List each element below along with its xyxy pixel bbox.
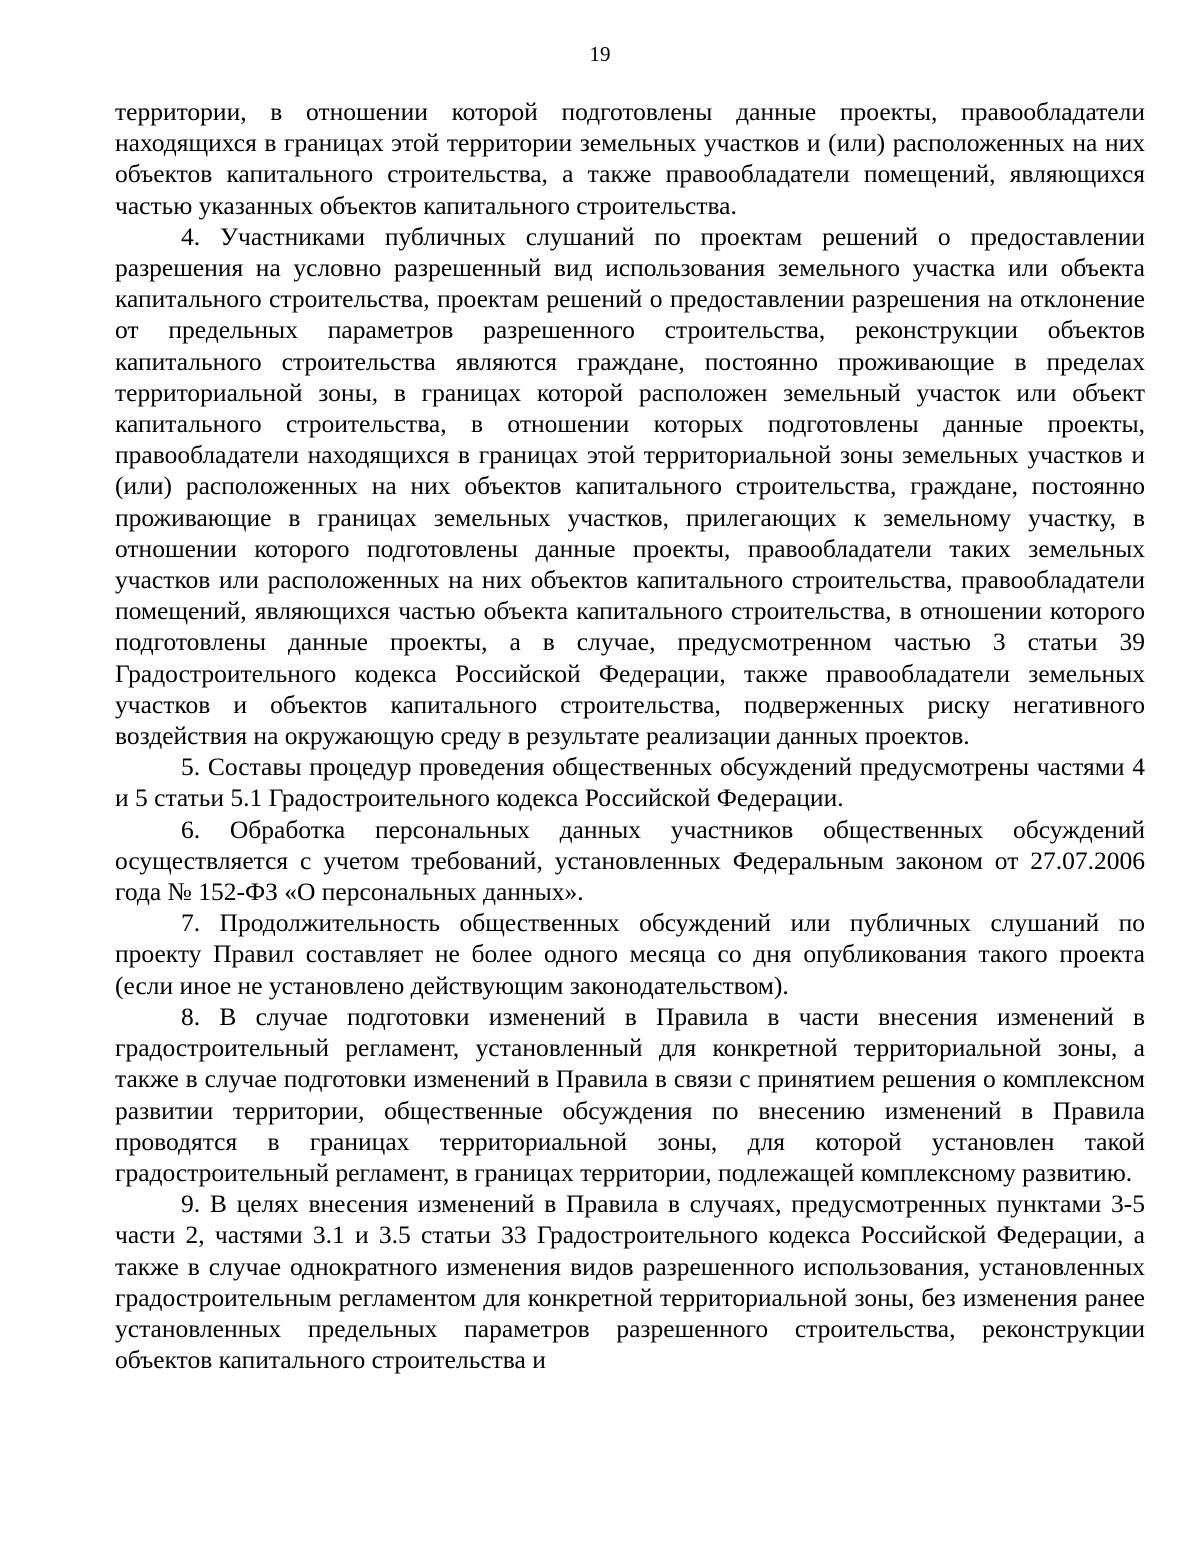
paragraph-item-4: 4. Участниками публичных слушаний по проектам решений о предоставлении разрешения на условно разрешенный вид использования земельного участка или объекта капитального строительства, проектам решений о предоставлении разрешения на отклонение от предельных параметров разрешенного строительства, реконструкции объектов капитального строительства являются граждане, постоянно проживающие в пределах территориальной зоны, в границах которой расположен земельный участок или объект капитального строительства, в отношении которых подготовлены данные проекты, правообладатели находящихся в границах этой территориальной зоны земельных участков и (или) расположенных на них объектов капитального строительства, граждане, постоянно проживающие в границах земельных участков, прилегающих к земельному участку, в отношении которого подготовлены данные проекты, правообладатели таких земельных участков или расположенных на них объектов капитального строительства, правообладатели помещений, являющихся частью объекта капитального строительства, в отношении которого подготовлены данные проекты, а в случае, предусмотренном частью 3 статьи 39 Градостроительного кодекса Российской Федерации, также правообладатели земельных участков и объектов капитального строительства, подверженных риску негативного воздействия на окружающую среду в результате реализации данных проектов. bbox=[115, 221, 1145, 751]
paragraph-item-6: 6. Обработка персональных данных участников общественных обсуждений осуществляется с учетом требований, установленных Федеральным законом от 27.07.2006 года № 152-ФЗ «О персональных данных». bbox=[115, 814, 1145, 907]
document-body bbox=[115, 96, 1145, 1375]
page-number: 19 bbox=[589, 42, 611, 66]
paragraph-item-5: 5. Составы процедур проведения общественных обсуждений предусмотрены частями 4 и 5 статьи 5.1 Градостроительного кодекса Российской Федерации. bbox=[115, 752, 1145, 813]
paragraph-item-9: 9. В целях внесения изменений в Правила в случаях, предусмотренных пунктами 3-5 части 2, частями 3.1 и 3.5 статьи 33 Градостроительного кодекса Российской Федерации, а также в случае однократного изменения видов разрешенного использования, установленных градостроительным регламентом для конкретной территориальной зоны, без изменения ранее установленных предельных параметров разрешенного строительства, реконструкции объектов капитального строительства и bbox=[115, 1189, 1145, 1375]
paragraph-item-7: 7. Продолжительность общественных обсуждений или публичных слушаний по проекту Правил составляет не более одного месяца со дня опубликования такого проекта (если иное не установлено действующим законодательством). bbox=[115, 908, 1145, 1000]
paragraph-continuation: территории, в отношении которой подготовлены данные проекты, правообладатели находящихся в границах этой территории земельных участков и (или) расположенных на них объектов капитального строительства, а также правообладатели помещений, являющихся частью указанных объектов капитального строительства. bbox=[115, 97, 1145, 220]
paragraph-item-8: 8. В случае подготовки изменений в Правила в части внесения изменений в градостроительный регламент, установленный для конкретной территориальной зоны, а также в случае подготовки изменений в Правила в связи с принятием решения о комплексном развитии территории, общественные обсуждения по внесению изменений в Правила проводятся в границах территориальной зоны, для которой установлен такой градостроительный регламент, в границах территории, подлежащей комплексному развитию. bbox=[115, 1001, 1145, 1187]
